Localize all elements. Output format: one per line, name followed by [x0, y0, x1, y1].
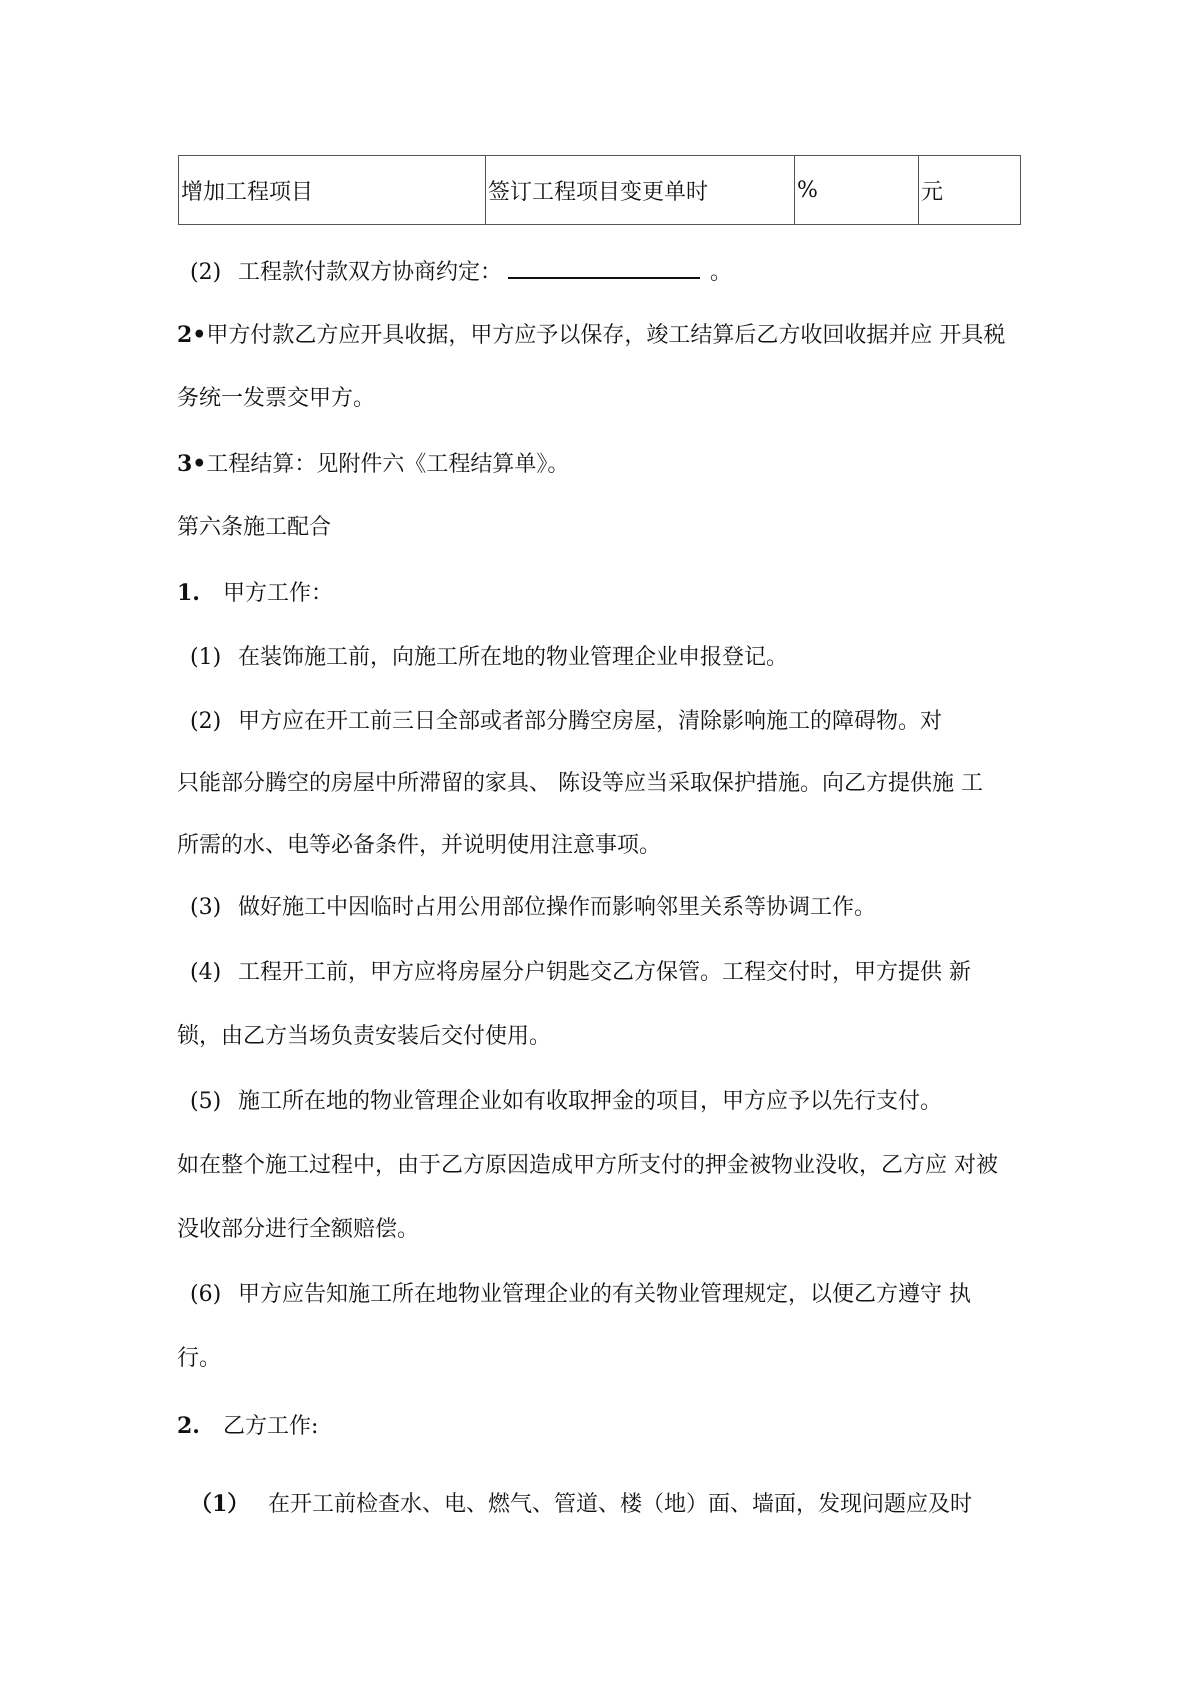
party-a-item-1 [190, 643, 788, 673]
section-2-line-a [177, 320, 1005, 351]
table-cell-percent: % [795, 156, 919, 225]
table-cell-timing: 签订工程项目变更单时 [486, 156, 795, 225]
party-b-item-1 [190, 1489, 972, 1520]
party-a-item-2-line-b: 只能部分腾空的房屋中所滞留的家具、 陈设等应当采取保护措施。向乙方提供施 工 [177, 771, 983, 796]
table-row [179, 156, 1021, 225]
section-3 [177, 449, 569, 480]
payment-table [178, 155, 1021, 225]
item-text: 甲方应在开工前三日全部或者部分腾空房屋，清除影响施工的障碍物。对 [238, 709, 943, 734]
item-text: 在开工前检查水、电、燃气、管道、楼（地）面、墙面，发现问题应及时 [268, 1492, 973, 1517]
item-number: （1） [190, 1491, 250, 1517]
item-number: (2) [190, 709, 222, 734]
heading-number: 1. [177, 580, 200, 606]
heading-party-a-work [177, 578, 333, 609]
section-text: 工程结算：见附件六《工程结算单》。 [206, 452, 570, 477]
item-text: 在装饰施工前，向施工所在地的物业管理企业申报登记。 [238, 645, 789, 670]
heading-text: 甲方工作： [223, 581, 334, 606]
heading-number: 2. [177, 1413, 200, 1439]
item-text: 工程开工前，甲方应将房屋分户钥匙交乙方保管。工程交付时，甲方提供 新 [238, 960, 971, 985]
section-text: 甲方付款乙方应开具收据，甲方应予以保存，竣工结算后乙方收回收据并应 开具税 [206, 323, 1006, 348]
party-a-item-2-line-a [190, 707, 942, 737]
section-2-line-b: 务统一发票交甲方。 [177, 386, 376, 411]
party-a-item-4-line-b: 锁，由乙方当场负责安装后交付使用。 [177, 1024, 552, 1049]
clause-end: 。 [710, 260, 733, 285]
heading-party-b-work [177, 1411, 318, 1442]
item-text: 施工所在地的物业管理企业如有收取押金的项目，甲方应予以先行支付。 [238, 1089, 943, 1114]
party-a-item-6-line-b: 行。 [177, 1346, 222, 1371]
table-cell-amount: 元 [919, 156, 1021, 225]
clause-payment-agreement [190, 255, 732, 288]
fill-in-blank [508, 255, 700, 279]
section-number: 3• [177, 451, 207, 477]
item-text: 甲方应告知施工所在地物业管理企业的有关物业管理规定，以便乙方遵守 执 [238, 1282, 971, 1307]
clause-text: 工程款付款双方协商约定： [238, 260, 503, 285]
party-a-item-4-line-a [190, 958, 971, 988]
item-number: (3) [190, 895, 222, 920]
item-number: (2) [190, 260, 222, 285]
party-a-item-5-line-c: 没收部分进行全额赔偿。 [177, 1217, 420, 1242]
article-6-title: 第六条施工配合 [177, 515, 332, 540]
item-number: (6) [190, 1282, 222, 1307]
section-number: 2• [177, 322, 207, 348]
party-a-item-2-line-c: 所需的水、电等必备条件，并说明使用注意事项。 [177, 833, 662, 858]
party-a-item-5-line-a [190, 1087, 942, 1117]
item-number: (5) [190, 1089, 222, 1114]
table-cell-item: 增加工程项目 [179, 156, 486, 225]
item-number: (4) [190, 960, 222, 985]
party-a-item-3 [190, 893, 876, 923]
party-a-item-5-line-b: 如在整个施工过程中，由于乙方原因造成甲方所支付的押金被物业没收，乙方应 对被 [177, 1153, 998, 1178]
heading-text: 乙方工作: [223, 1414, 319, 1439]
item-number: (1) [190, 645, 222, 670]
party-a-item-6-line-a [190, 1280, 971, 1310]
item-text: 做好施工中因临时占用公用部位操作而影响邻里关系等协调工作。 [238, 895, 877, 920]
